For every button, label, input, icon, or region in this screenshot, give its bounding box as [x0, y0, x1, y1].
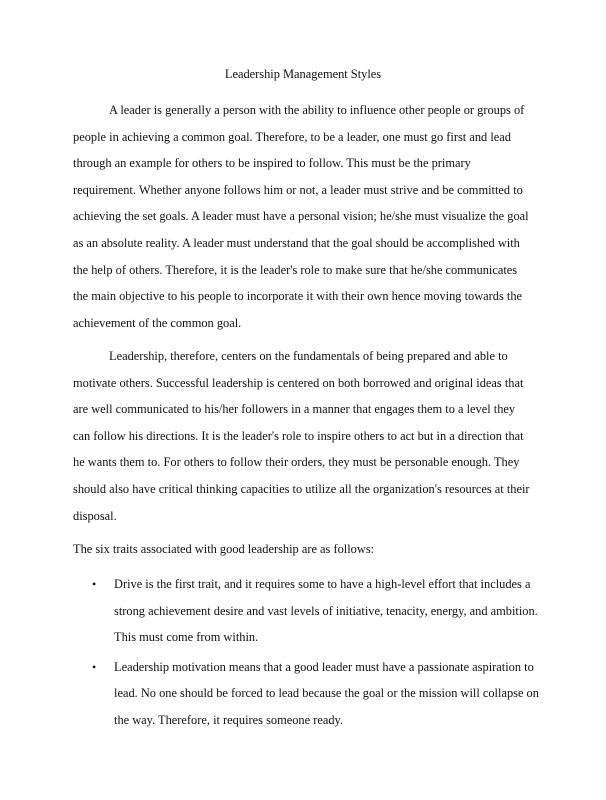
list-item: [73, 571, 543, 651]
list-item-text: Leadership motivation means that a good leader must have a passionate aspiration to lead. No one should be forced to lead because the goal or the mission will collapse on the way. Therefore, it requires someone ready.: [114, 659, 539, 727]
body-paragraph-1: A leader is generally a person with the ability to influence other people or groups of people in achieving a common goal. Therefore, to be a leader, one must go first and lead through an example for others to be inspired to follow. This must be the primary requirement. Whether anyone follows him or not, a leader must strive and be committed to achieving the set goals. A leader must have a personal vision; he/she must visualize the goal as an absolute reality. A leader must understand that the goal should be accomplished with the help of others. Therefore, it is the leader's role to make sure that he/she communicates the main objective to his people to incorporate it with their own hence moving towards the achievement of the common goal.: [73, 103, 529, 330]
list-intro: The six traits associated with good leadership are as follows:: [73, 542, 375, 556]
body-paragraph-2: Leadership, therefore, centers on the fundamentals of being prepared and able to motivate others. Successful leadership is centered on both borrowed and original ideas that are well communicated to his/her followers in a manner that engages them to a level they can follow his directions. It is the leader's role to inspire others to act but in a direction that he wants them to. For others to follow their orders, they must be personable enough. They should also have critical thinking capacities to utilize all the organization's resources at their disposal.: [73, 349, 530, 523]
list-item-text: Drive is the first trait, and it requires some to have a high-level effort that includes a strong achievement desire and vast levels of initiative, tenacity, energy, and ambition. This must come from within.: [114, 577, 538, 645]
traits-list: [73, 571, 543, 737]
document-title: Leadership Management Styles: [224, 67, 382, 81]
bullet-icon: •: [92, 659, 97, 674]
bullet-icon: •: [92, 577, 97, 591]
list-item: [73, 654, 543, 734]
